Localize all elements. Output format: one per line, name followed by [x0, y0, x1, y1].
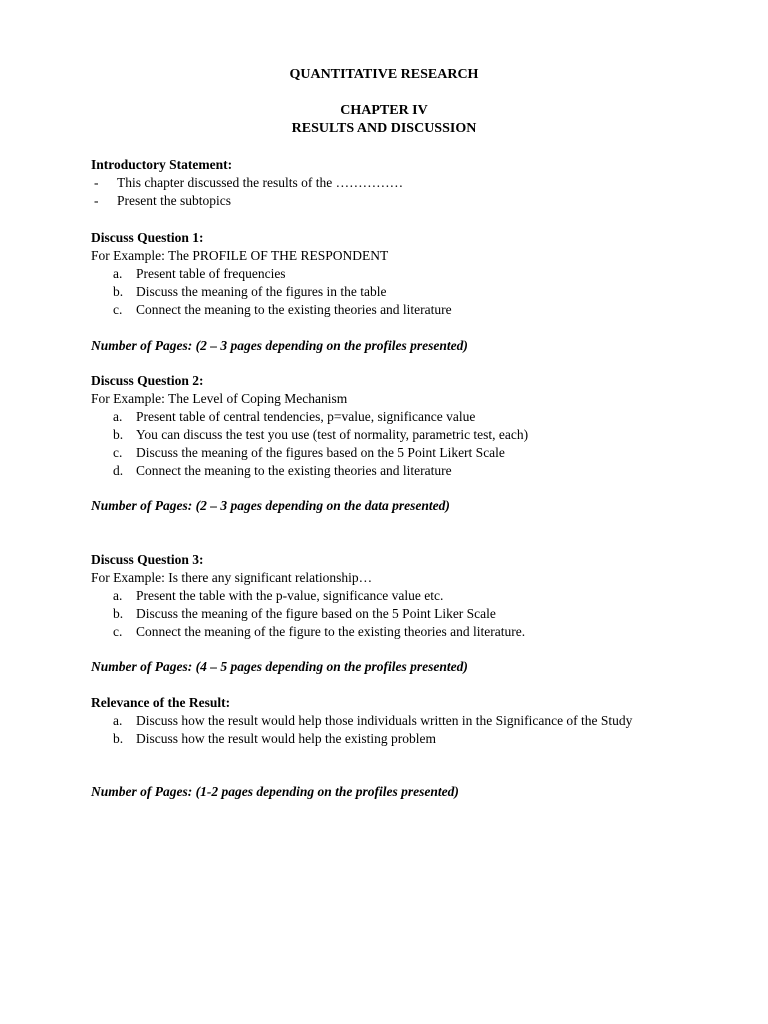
list-marker: b. — [113, 284, 124, 299]
list-marker: b. — [113, 427, 124, 442]
chapter-number: CHAPTER IV — [340, 103, 428, 118]
question-1-example: For Example: The PROFILE OF THE RESPONDENT — [91, 248, 389, 263]
question-3-heading: Discuss Question 3: — [91, 552, 204, 567]
list-item-text: Present the table with the p-value, significance value etc. — [136, 588, 444, 603]
list-item — [91, 426, 691, 444]
list-item — [91, 587, 691, 605]
question-3-section — [91, 551, 691, 641]
question-1-heading: Discuss Question 1: — [91, 230, 204, 245]
list-marker: c. — [113, 445, 123, 460]
list-item — [91, 462, 691, 480]
chapter-title: RESULTS AND DISCUSSION — [291, 121, 477, 136]
list-item-text: This chapter discussed the results of the …………… — [117, 175, 404, 190]
list-item-text: Discuss the meaning of the figures in the table — [136, 284, 387, 299]
question-1-section — [91, 229, 691, 319]
list-marker: - — [94, 193, 99, 208]
list-item-text: Discuss the meaning of the figure based on the 5 Point Liker Scale — [136, 606, 496, 621]
list-item-text: Connect the meaning to the existing theories and literature — [136, 463, 452, 478]
list-marker: d. — [113, 463, 124, 478]
list-marker: a. — [113, 713, 123, 728]
list-marker: a. — [113, 409, 123, 424]
intro-heading: Introductory Statement: — [91, 157, 233, 172]
relevance-section — [91, 694, 691, 748]
list-item — [91, 712, 716, 730]
list-item-text: Connect the meaning of the figure to the existing theories and literature. — [136, 624, 526, 639]
list-item — [91, 174, 691, 192]
relevance-pages-note: Number of Pages: (1-2 pages depending on the profiles presented) — [91, 784, 459, 799]
question-3-example: For Example: Is there any significant relationship… — [91, 570, 373, 585]
relevance-heading: Relevance of the Result: — [91, 695, 231, 710]
list-item — [91, 265, 691, 283]
question-3-pages-note: Number of Pages: (4 – 5 pages depending on the profiles presented) — [91, 659, 468, 674]
list-item — [91, 283, 691, 301]
list-item-text: Discuss how the result would help the existing problem — [136, 731, 436, 746]
list-item-text: Discuss the meaning of the figures based on the 5 Point Likert Scale — [136, 445, 505, 460]
question-1-pages-note: Number of Pages: (2 – 3 pages depending on the profiles presented) — [91, 338, 468, 353]
question-2-section — [91, 372, 691, 480]
list-item — [91, 192, 691, 210]
list-item — [91, 605, 691, 623]
list-marker: c. — [113, 624, 123, 639]
list-marker: a. — [113, 266, 123, 281]
question-2-heading: Discuss Question 2: — [91, 373, 204, 388]
list-item-text: Present the subtopics — [117, 193, 231, 208]
list-item — [91, 301, 691, 319]
list-item-text: Connect the meaning to the existing theories and literature — [136, 302, 452, 317]
list-item — [91, 623, 691, 641]
list-item — [91, 730, 691, 748]
intro-section — [91, 156, 691, 210]
list-marker: c. — [113, 302, 123, 317]
list-item — [91, 444, 691, 462]
list-marker: b. — [113, 731, 124, 746]
list-item-text: Present table of central tendencies, p=value, significance value — [136, 409, 476, 424]
list-item-text: Present table of frequencies — [136, 266, 286, 281]
question-2-pages-note: Number of Pages: (2 – 3 pages depending on the data presented) — [91, 498, 450, 513]
document-title: QUANTITATIVE RESEARCH — [289, 67, 479, 82]
list-item-text: You can discuss the test you use (test of normality, parametric test, each) — [136, 427, 529, 442]
list-marker: - — [94, 175, 99, 190]
list-marker: a. — [113, 588, 123, 603]
question-2-example: For Example: The Level of Coping Mechanism — [91, 391, 348, 406]
list-item — [91, 408, 691, 426]
list-marker: b. — [113, 606, 124, 621]
list-item-text: Discuss how the result would help those individuals written in the Significance of the Study — [136, 713, 633, 728]
